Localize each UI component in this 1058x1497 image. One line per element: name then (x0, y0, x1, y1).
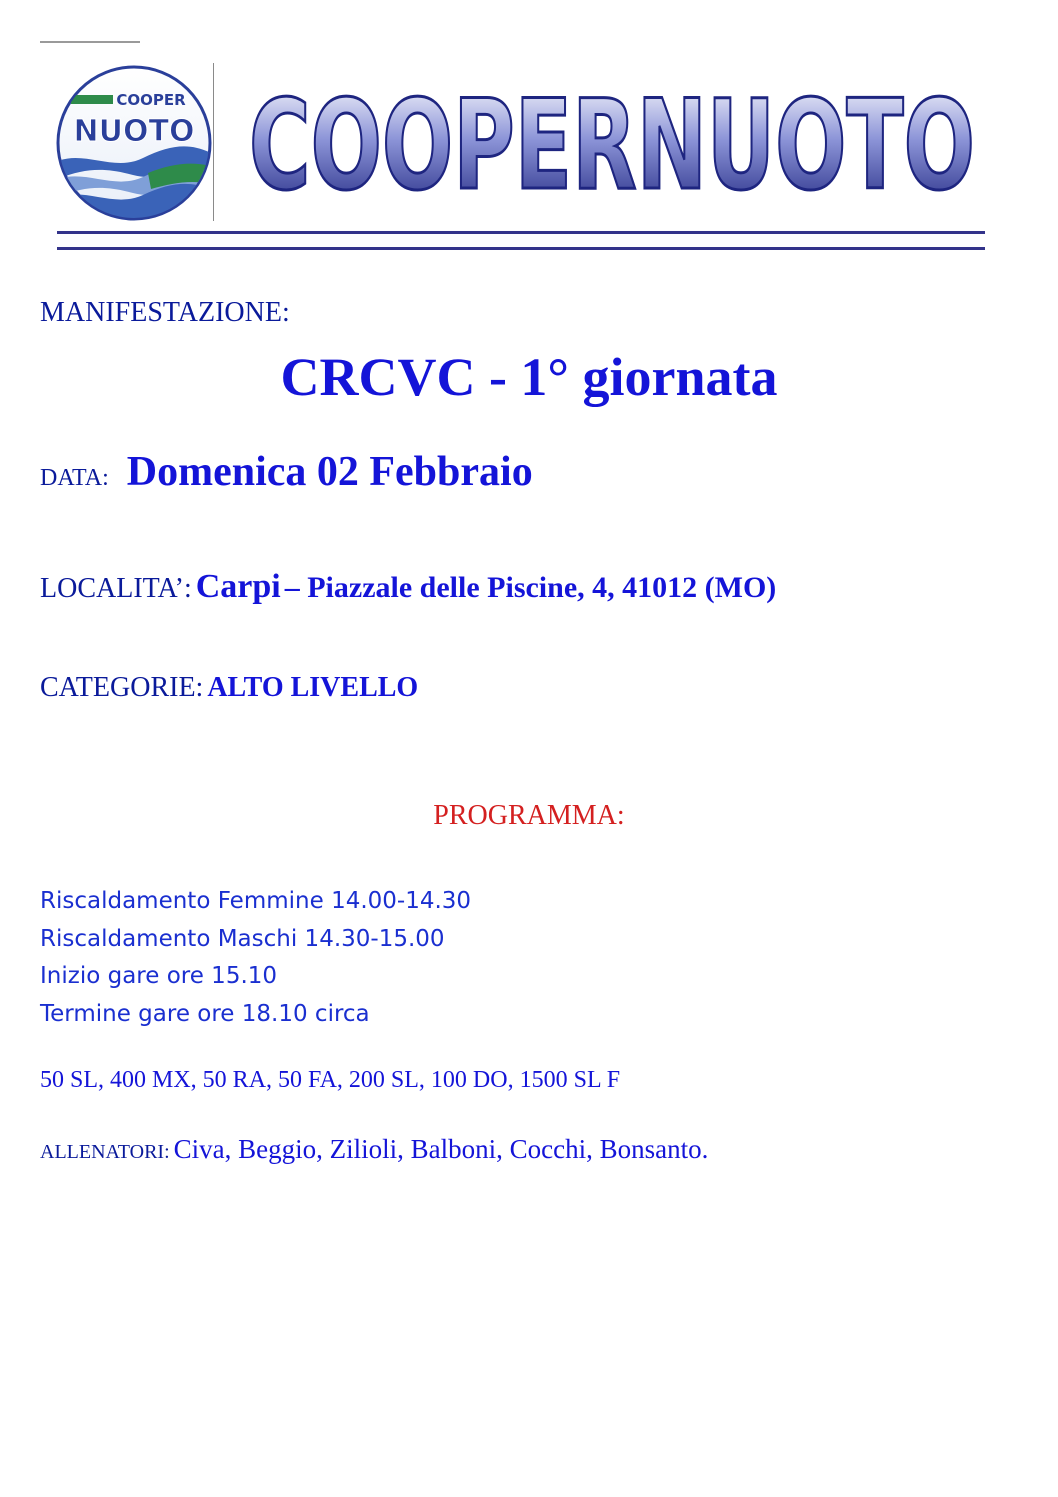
brand-title (242, 82, 982, 200)
date-value: Domenica 02 Febbraio (126, 449, 533, 495)
program-heading: PROGRAMMA: (433, 800, 625, 831)
date-label: DATA: (40, 465, 109, 491)
brand-title-text: COOPERNUOTO (249, 82, 975, 200)
event-title: CRCVC - 1° giornata (280, 347, 778, 407)
schedule-item: Inizio gare ore 15.10 (40, 963, 278, 989)
header-rule-top (57, 231, 985, 234)
date-row (40, 448, 533, 496)
coaches-label: ALLENATORI: (40, 1141, 170, 1163)
categories-row (40, 672, 418, 704)
logo-frame-edge (213, 63, 214, 221)
location-row (40, 568, 776, 606)
logo-line1: COOPER (116, 91, 186, 109)
logo-line2: NUOTO (73, 114, 195, 149)
schedule-item: Riscaldamento Maschi 14.30-15.00 (40, 925, 445, 952)
location-address: – Piazzale delle Piscine, 4, 41012 (MO) (284, 571, 777, 604)
location-city: Carpi (195, 568, 281, 605)
program-schedule (40, 883, 471, 1033)
location-label: LOCALITA’: (40, 573, 192, 604)
coaches-row (40, 1134, 708, 1165)
top-rule (40, 41, 140, 43)
categories-label: CATEGORIE: (40, 672, 204, 703)
event-label: MANIFESTAZIONE: (40, 297, 290, 328)
coopernuoto-logo (53, 63, 215, 223)
schedule-item: Termine gare ore 18.10 circa (40, 1000, 370, 1027)
header-rule-bottom (57, 247, 985, 250)
program-races: 50 SL, 400 MX, 50 RA, 50 FA, 200 SL, 100 DO, 1500 SL F (40, 1067, 621, 1093)
coaches-value: Civa, Beggio, Zilioli, Balboni, Cocchi, Bonsanto. (173, 1134, 709, 1164)
schedule-item: Riscaldamento Femmine 14.00-14.30 (40, 888, 472, 914)
categories-value: ALTO LIVELLO (207, 672, 419, 703)
